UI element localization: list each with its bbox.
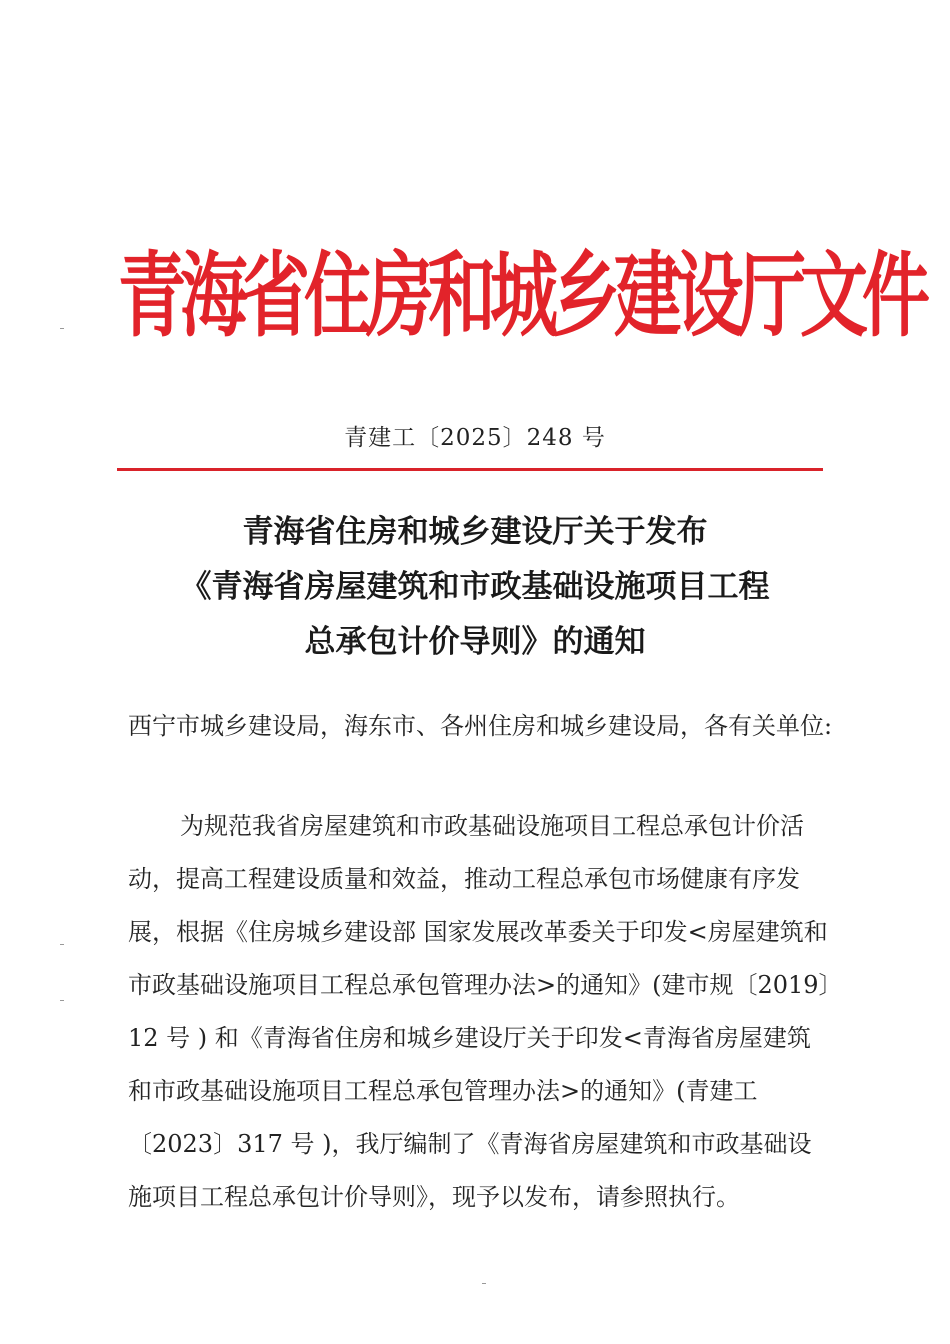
document-header-title: 青海省住房和城乡建设厅文件 [118,244,925,351]
body-paragraph: 为规范我省房屋建筑和市政基础设施项目工程总承包计价活动，提高工程建设质量和效益，推动工程总承包市场健康有序发展，根据《住房城乡建设部 国家发展改革委关于印发<房屋建筑和市政基础设施项目工程总承包管理办法>的通知》(建市规〔2019〕12 号 ) 和《青海省住房和城乡建设厅关于印发<青海省房屋建筑和市政基础设施项目工程总承包管理办法>的通知》(青建工〔2023〕317 号 )，我厅编制了《青海省房屋建筑和市政基础设施项目工程总承包计价导则》，现予以发布，请参照执行。 [128,812,831,1211]
scan-mark [60,328,64,329]
scan-mark [60,944,64,945]
notice-title-line-3: 总承包计价导则》的通知 [304,624,646,660]
red-divider-line [117,468,823,471]
scan-mark [60,1000,64,1001]
document-number: 青建工〔2025〕248 号 [344,425,606,451]
addressee: 西宁市城乡建设局，海东市、各州住房和城乡建设局，各有关单位: [128,712,833,740]
notice-title [110,505,840,670]
notice-title-line-1: 青海省住房和城乡建设厅关于发布 [242,514,708,550]
notice-title-line-2: 《青海省房屋建筑和市政基础设施项目工程 [180,569,770,605]
scan-mark [482,1283,486,1284]
